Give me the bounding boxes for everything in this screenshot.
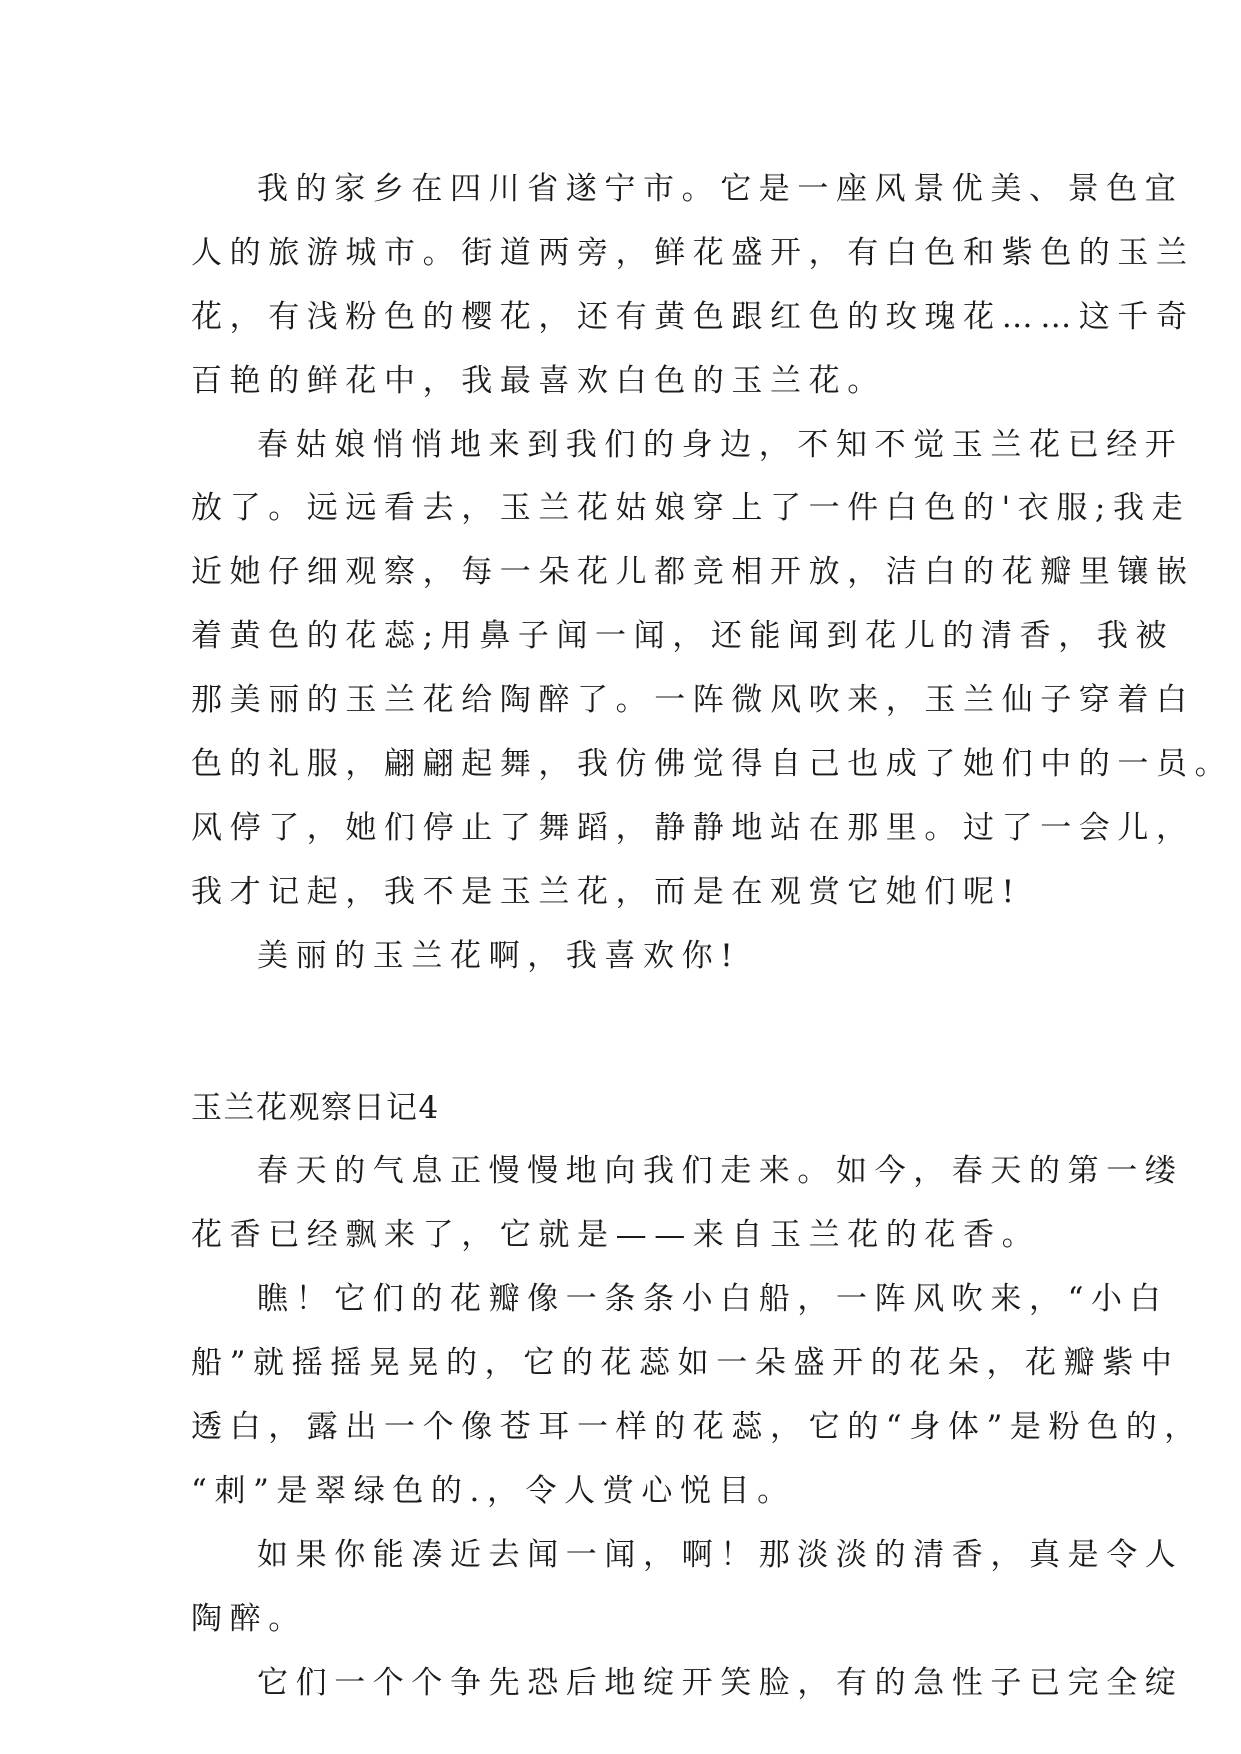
paragraph-hometown — [191, 158, 1195, 414]
paragraph-spring-girl — [191, 414, 1234, 925]
text-line: “刺”是翠绿色的.，令人赏心悦目。 — [191, 1472, 796, 1509]
section-heading: 玉兰花观察日记4 — [191, 1089, 440, 1126]
text-line: 近她仔细观察，每一朵花儿都竞相开放，洁白的花瓣里镶嵌 — [191, 554, 1195, 591]
text-line: 船”就摇摇晃晃的，它的花蕊如一朵盛开的花朵，花瓣紫中 — [191, 1345, 1180, 1382]
paragraph-petals — [191, 1268, 1203, 1524]
text-line: 我才记起，我不是玉兰花，而是在观赏它她们呢! — [191, 873, 1022, 910]
paragraph-closing — [191, 925, 1051, 989]
text-line: 陶醉。 — [191, 1600, 307, 1637]
text-line: 如果你能凑近去闻一闻，啊！那淡淡的清香，真是令人 — [257, 1536, 1184, 1573]
text-line: 我的家乡在四川省遂宁市。它是一座风景优美、景色宜 — [257, 171, 1184, 207]
text-line: 花，有浅粉色的樱花，还有黄色跟红色的玫瑰花……这千奇 — [191, 298, 1195, 335]
text-line: 风停了，她们停止了舞蹈，静静地站在那里。过了一会儿， — [191, 809, 1195, 846]
text-line: 放了。远远看去，玉兰花姑娘穿上了一件白色的'衣服;我走 — [191, 490, 1191, 527]
text-line: 透白，露出一个像苍耳一样的花蕊，它的“身体”是粉色的， — [191, 1409, 1203, 1446]
text-line: 色的礼服，翩翩起舞，我仿佛觉得自己也成了她们中的一员。 — [191, 746, 1234, 783]
text-line: 那美丽的玉兰花给陶醉了。一阵微风吹来，玉兰仙子穿着白 — [191, 682, 1195, 719]
text-line: 美丽的玉兰花啊，我喜欢你! — [257, 937, 741, 974]
paragraph-fragrance — [191, 1524, 1184, 1652]
document-body — [191, 158, 1234, 1715]
text-line: 春姑娘悄悄地来到我们的身边，不知不觉玉兰花已经开 — [257, 426, 1184, 463]
paragraph-spring-breath — [191, 1140, 1184, 1268]
text-line: 人的旅游城市。街道两旁，鲜花盛开，有白色和紫色的玉兰 — [191, 234, 1195, 271]
text-line: 着黄色的花蕊;用鼻子闻一闻，还能闻到花儿的清香，我被 — [191, 618, 1175, 655]
text-line: 春天的气息正慢慢地向我们走来。如今，春天的第一缕 — [257, 1153, 1184, 1190]
text-line: 瞧！它们的花瓣像一条条小白船，一阵风吹来，“小白 — [257, 1281, 1169, 1318]
paragraph-blooming — [191, 1652, 1184, 1716]
text-line: 百艳的鲜花中，我最喜欢白色的玉兰花。 — [191, 362, 886, 399]
text-line: 它们一个个争先恐后地绽开笑脸，有的急性子已完全绽 — [257, 1664, 1184, 1701]
text-line: 花香已经飘来了，它就是——来自玉兰花的花香。 — [191, 1217, 1041, 1254]
section-spacer — [191, 989, 1051, 1077]
